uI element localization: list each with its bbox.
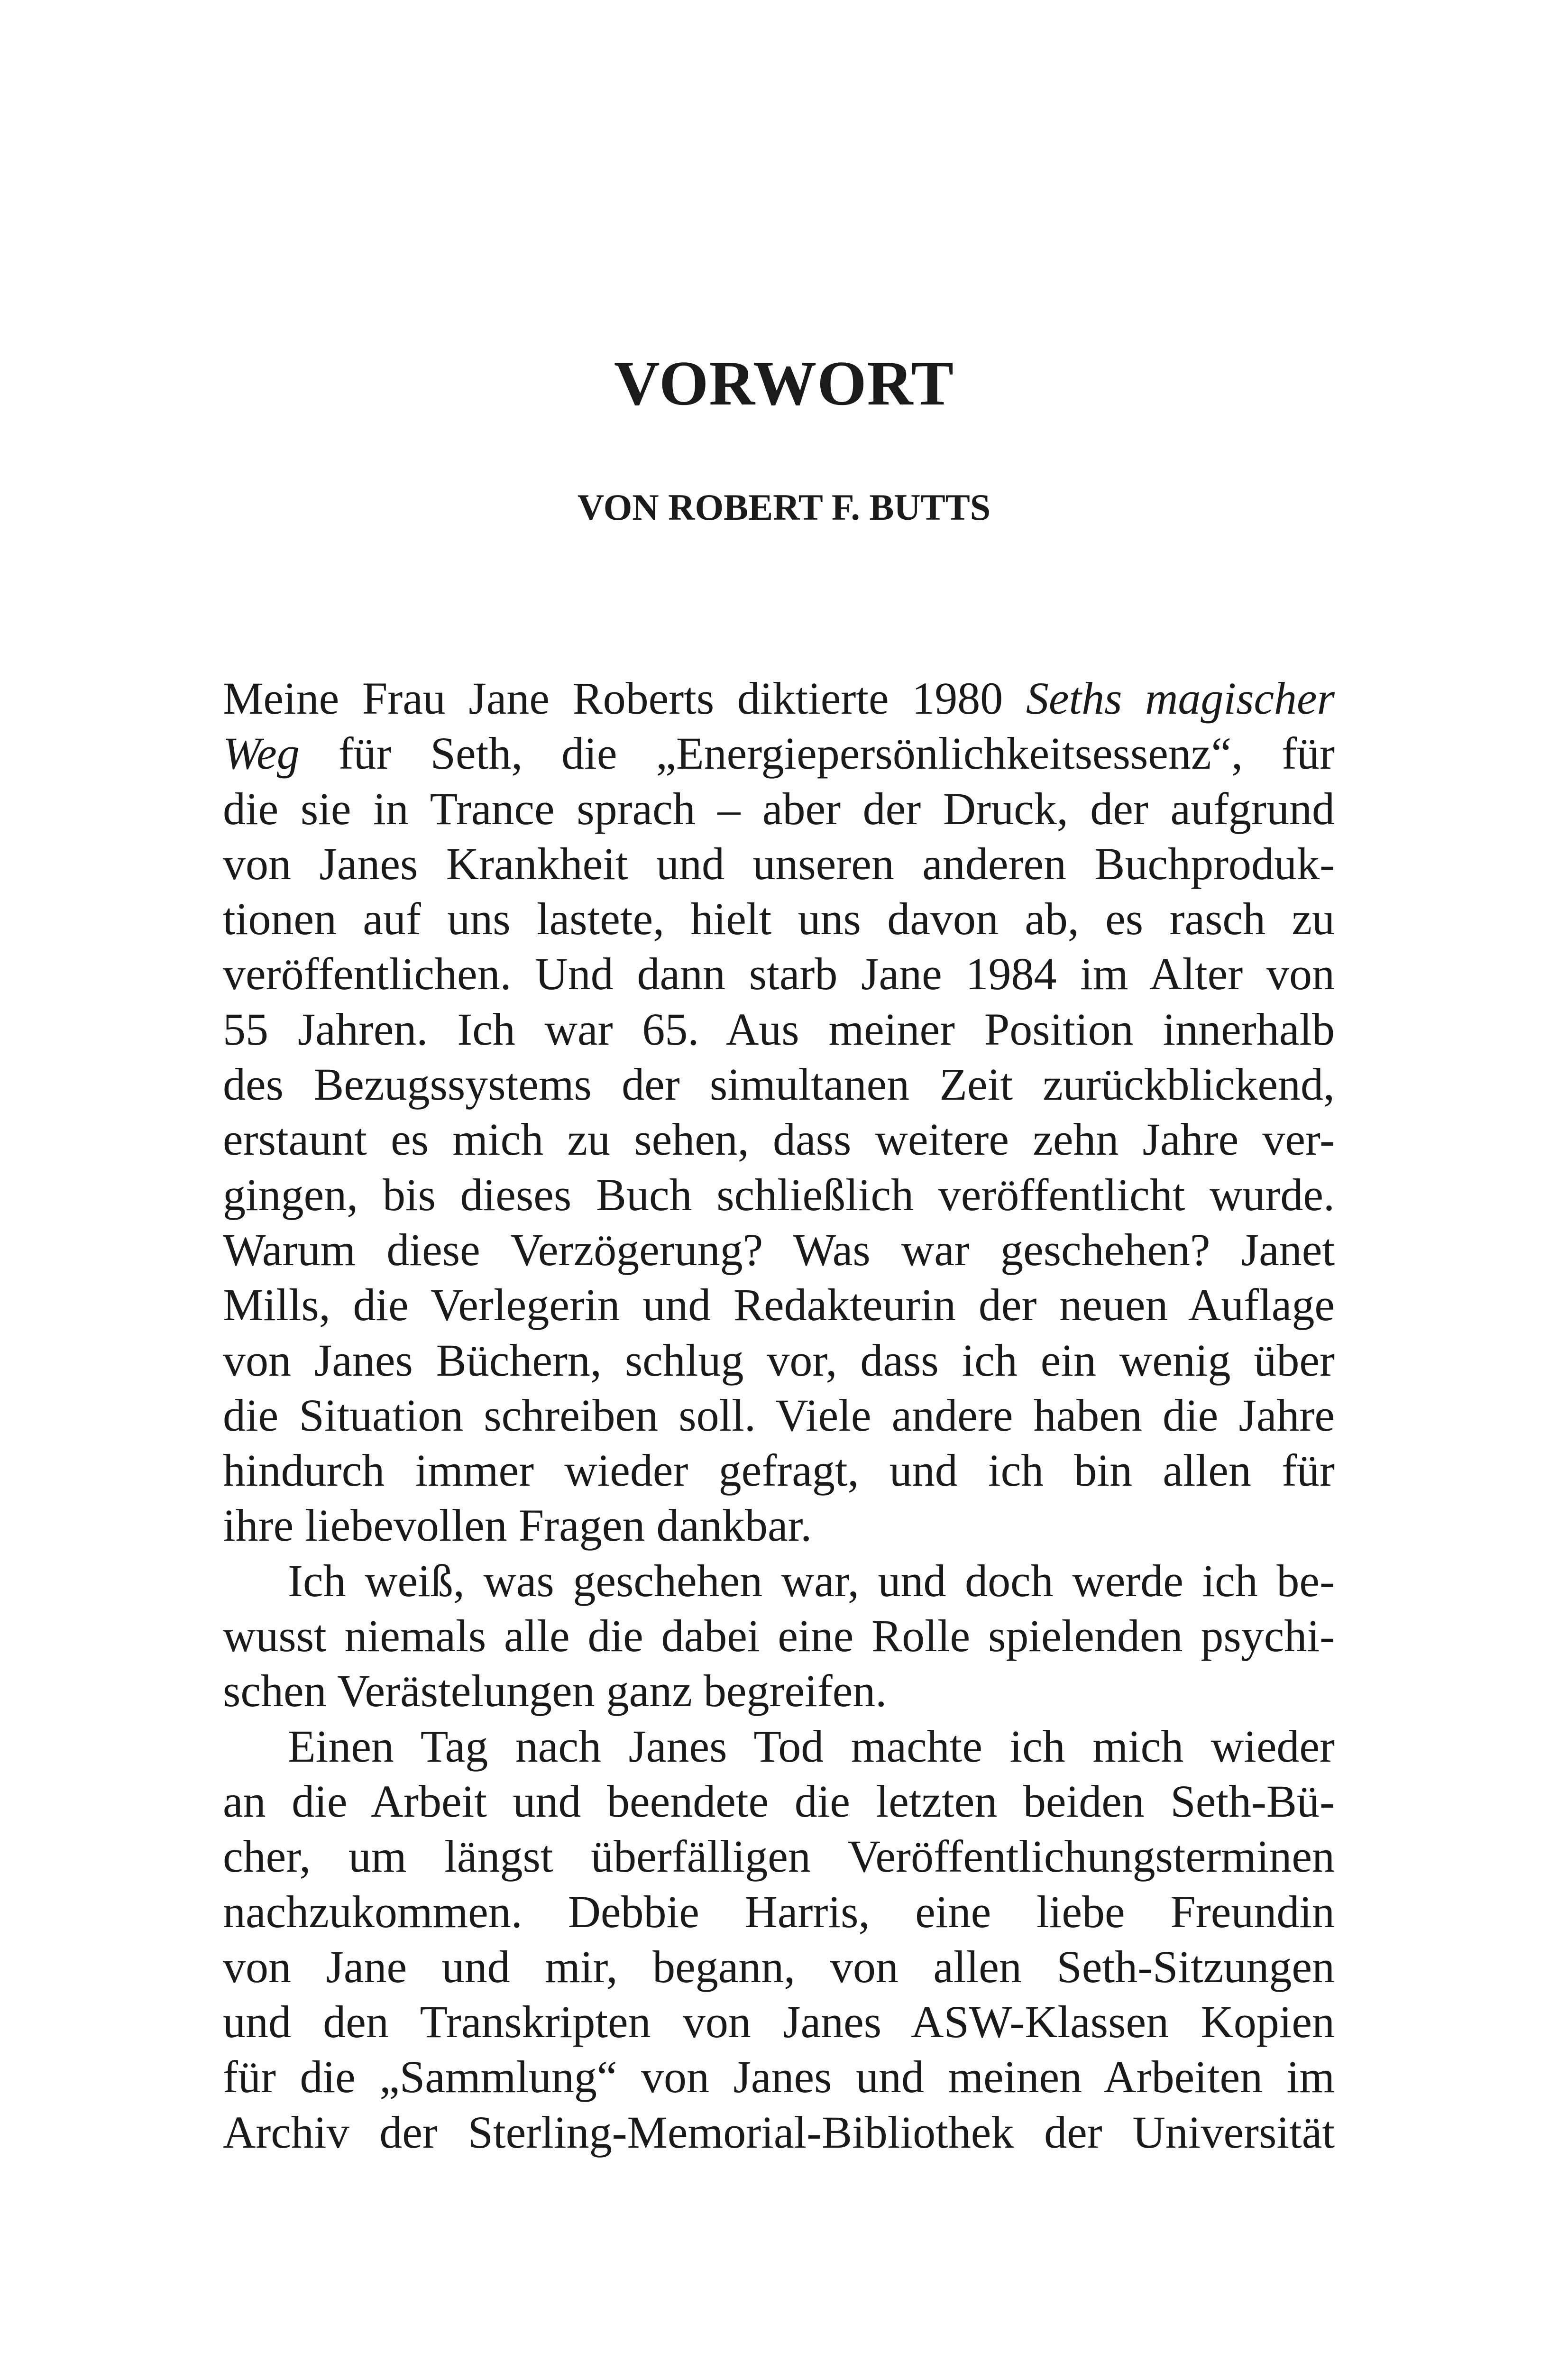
- text-span: Meine Frau Jane Roberts diktierte 1980: [223, 673, 1026, 724]
- text-line: [223, 2105, 1335, 2160]
- text-span: die sie in Trance sprach – aber der Druck, der aufgrund: [223, 783, 1335, 834]
- text-span: Warum diese Verzögerung? Was war geschehen? Janet: [223, 1224, 1335, 1275]
- text-line: [223, 1277, 1335, 1333]
- text-span: gingen, bis dieses Buch schließlich veröffentlicht wurde.: [223, 1169, 1335, 1220]
- text-line: [223, 1884, 1335, 1939]
- body-text: [223, 671, 1335, 2160]
- text-line: [223, 1333, 1335, 1388]
- text-line: [223, 1167, 1335, 1222]
- text-line: [223, 1994, 1335, 2049]
- text-span: Einen Tag nach Janes Tod machte ich mich wieder: [288, 1720, 1335, 1772]
- text-line: [223, 1829, 1335, 1884]
- text-span: erstaunt es mich zu sehen, dass weitere zehn Jahre ver-: [223, 1114, 1335, 1165]
- italic-title-span: Weg: [223, 728, 300, 779]
- text-span: an die Arbeit und beendete die letzten beiden Seth-Bü-: [223, 1775, 1335, 1827]
- text-line: [223, 2049, 1335, 2104]
- text-line: [223, 1608, 1335, 1663]
- page-subtitle-author: VON ROBERT F. BUTTS: [577, 487, 991, 528]
- text-line: [223, 726, 1335, 781]
- text-line: [223, 1663, 1335, 1719]
- text-line: [223, 1112, 1335, 1167]
- text-line: [223, 1057, 1335, 1112]
- text-span: Archiv der Sterling-Memorial-Bibliothek der Universität: [223, 2106, 1335, 2158]
- text-span: schen Verästelungen ganz begreifen.: [223, 1665, 887, 1717]
- text-line: [223, 1388, 1335, 1443]
- text-line: [223, 1498, 1335, 1553]
- text-span: hindurch immer wieder gefragt, und ich bin allen für: [223, 1445, 1335, 1496]
- text-span: wusst niemals alle die dabei eine Rolle spielenden psychi-: [223, 1610, 1335, 1662]
- text-span: 55 Jahren. Ich war 65. Aus meiner Position innerhalb: [223, 1003, 1335, 1055]
- text-line: [223, 1002, 1335, 1057]
- text-span: Mills, die Verlegerin und Redakteurin der neuen Auflage: [223, 1279, 1335, 1331]
- text-span: und den Transkripten von Janes ASW-Klassen Kopien: [223, 1996, 1335, 2048]
- text-line: [223, 1222, 1335, 1277]
- text-span: für die „Sammlung“ von Janes und meinen Arbeiten im: [223, 2051, 1335, 2103]
- text-line: [223, 781, 1335, 836]
- text-line: [223, 1719, 1335, 1774]
- text-line: [223, 891, 1335, 947]
- text-span: veröffentlichen. Und dann starb Jane 1984 im Alter von: [223, 948, 1335, 1000]
- text-line: [223, 671, 1335, 726]
- text-span: Ich weiß, was geschehen war, und doch werde ich be-: [288, 1555, 1335, 1606]
- text-span: von Jane und mir, begann, von allen Seth-Sitzungen: [223, 1941, 1335, 1992]
- text-span: nachzukommen. Debbie Harris, eine liebe Freundin: [223, 1886, 1335, 1937]
- text-line: [223, 947, 1335, 1002]
- text-span: für Seth, die „Energiepersönlichkeitsessenz“, für: [299, 728, 1335, 779]
- text-span: des Bezugssystems der simultanen Zeit zurückblickend,: [223, 1059, 1335, 1110]
- text-line: [223, 836, 1335, 891]
- italic-title-span: Seths magischer: [1026, 673, 1335, 724]
- text-line: [223, 1443, 1335, 1498]
- text-span: die Situation schreiben soll. Viele andere haben die Jahre: [223, 1389, 1335, 1441]
- page-title: VORWORT: [614, 348, 954, 418]
- text-span: tionen auf uns lastete, hielt uns davon ab, es rasch zu: [223, 893, 1335, 945]
- text-span: von Janes Büchern, schlug vor, dass ich ein wenig über: [223, 1334, 1335, 1386]
- text-line: [223, 1553, 1335, 1608]
- text-span: ihre liebevollen Fragen dankbar.: [223, 1500, 812, 1551]
- text-line: [223, 1939, 1335, 1994]
- text-span: cher, um längst überfälligen Veröffentlichungsterminen: [223, 1831, 1335, 1882]
- text-line: [223, 1774, 1335, 1829]
- text-span: von Janes Krankheit und unseren anderen Buchproduk-: [223, 838, 1335, 889]
